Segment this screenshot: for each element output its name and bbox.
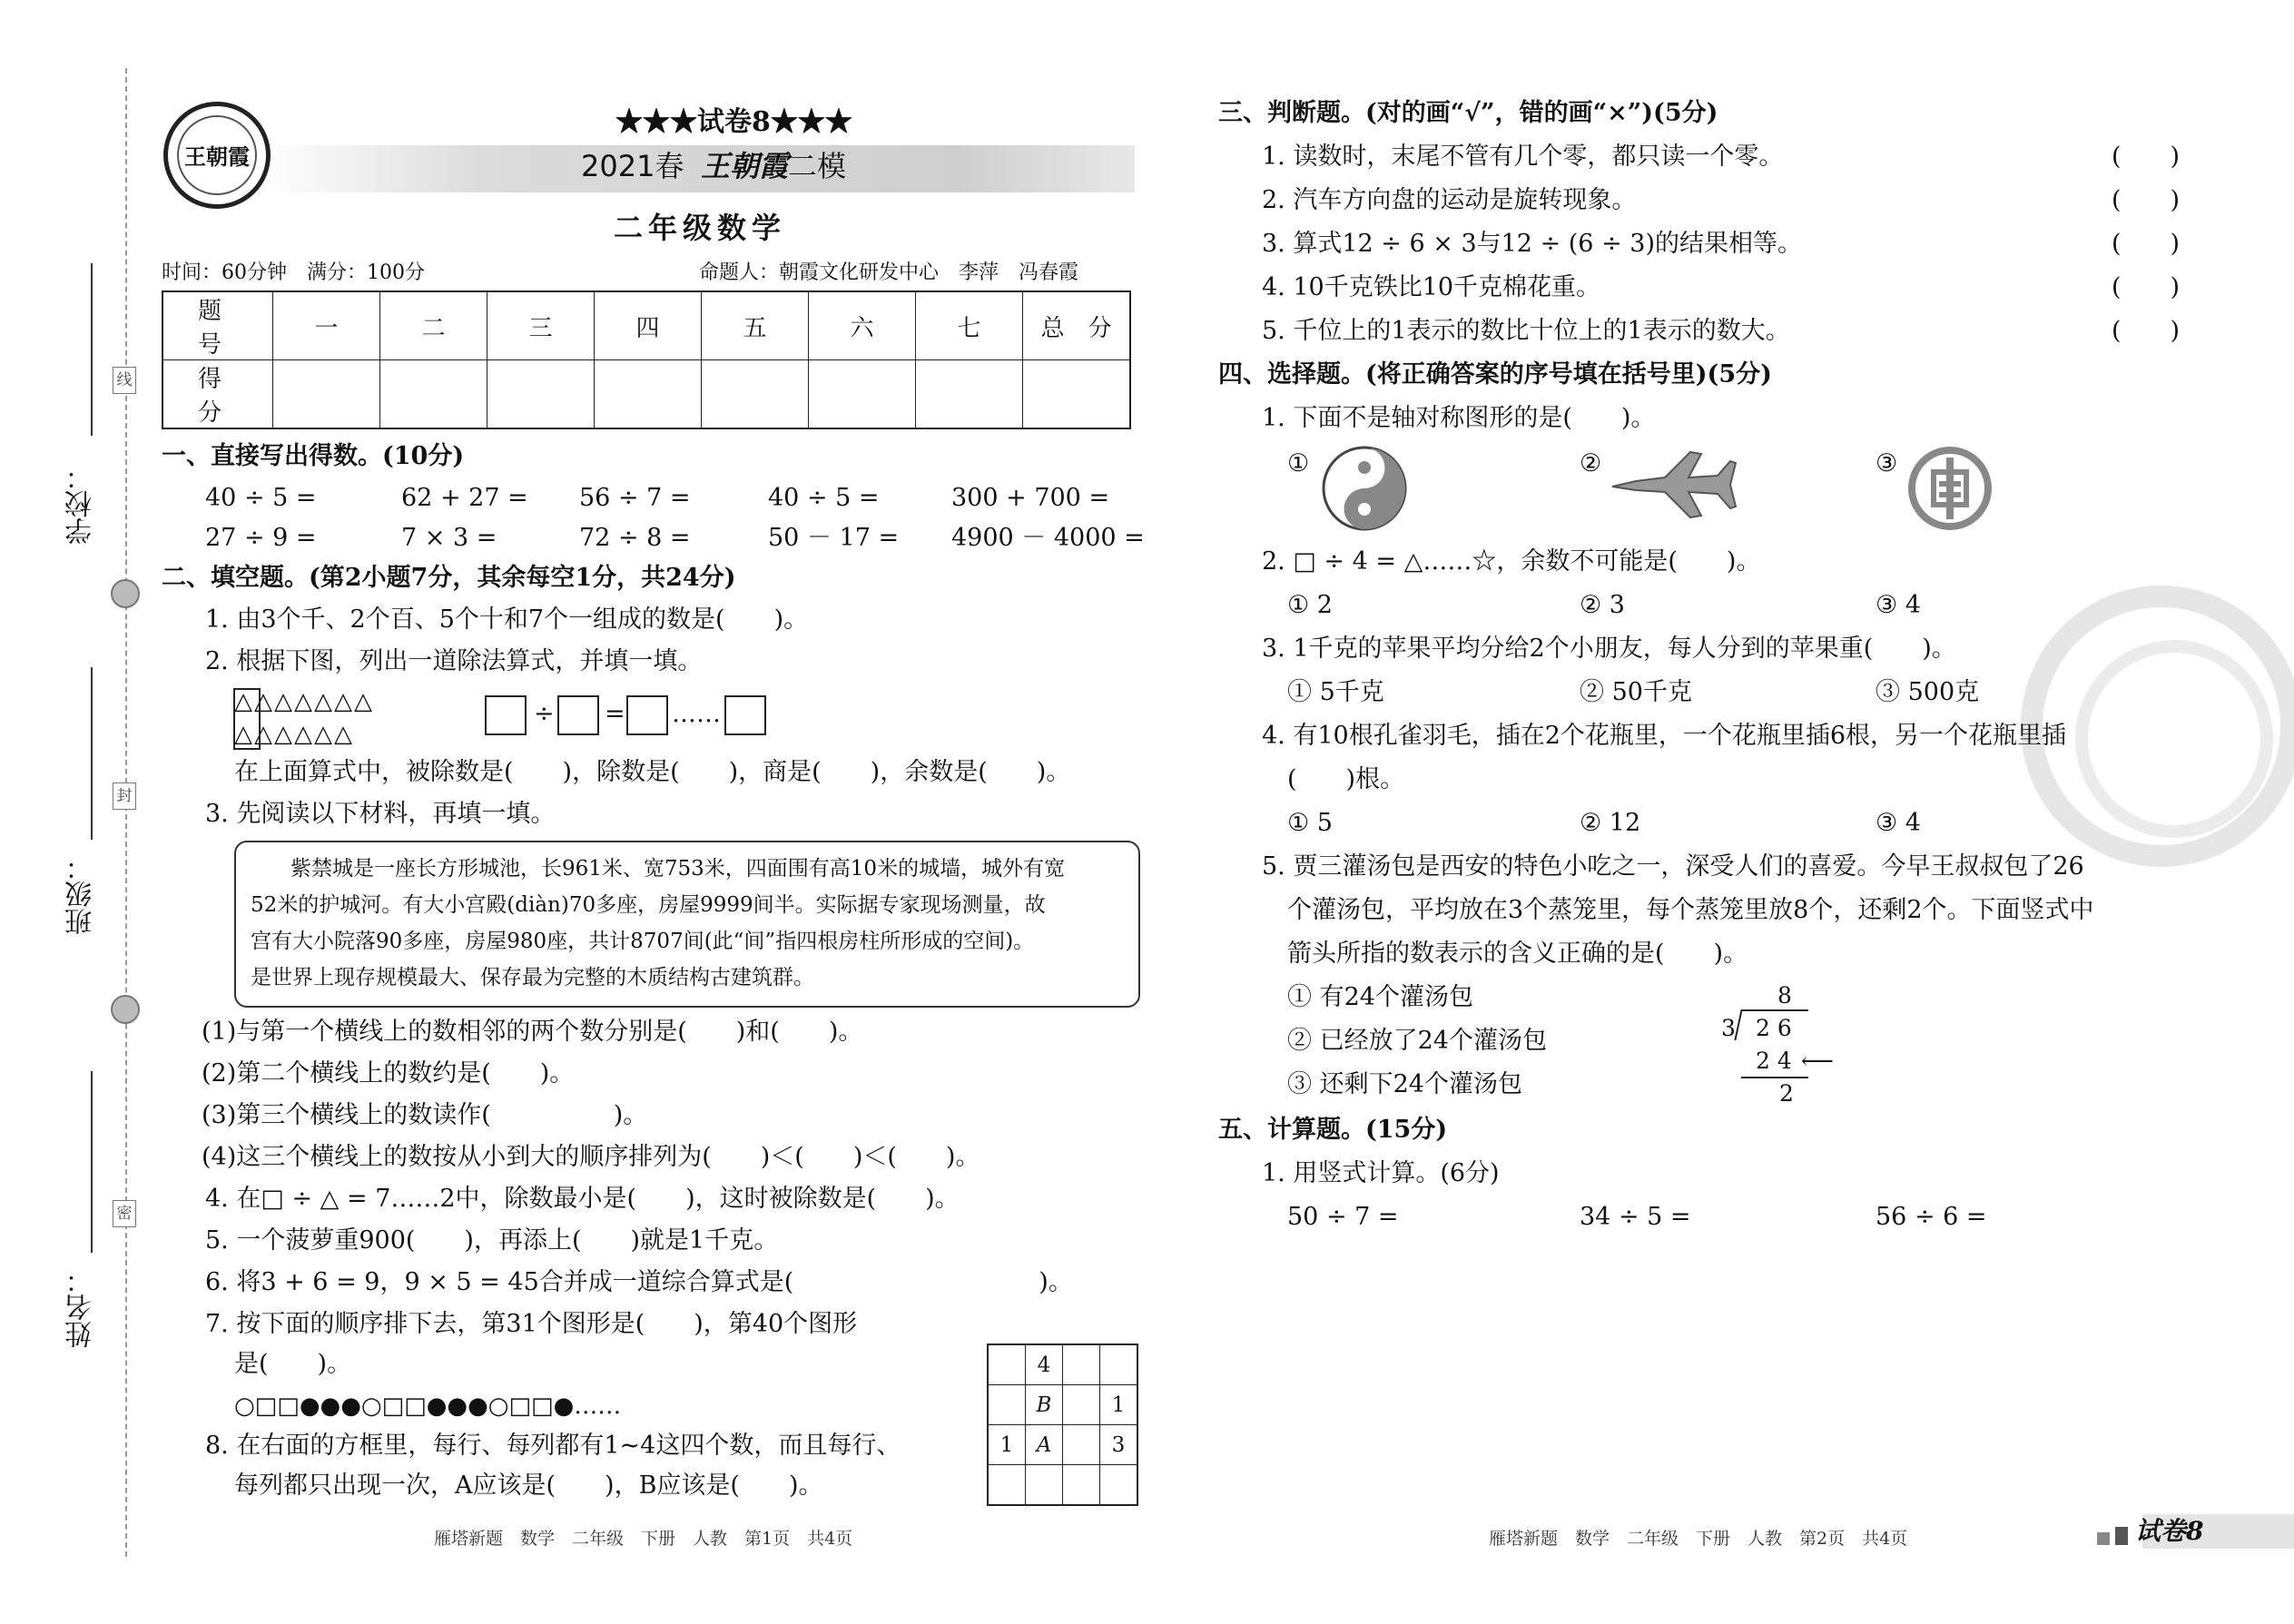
ld-dividend: 2 6 bbox=[1756, 1015, 1792, 1041]
school-label: 学校： bbox=[65, 463, 97, 545]
answer-paren[interactable]: ( ) bbox=[2112, 230, 2181, 258]
judge-item: 5. 千位上的1表示的数比十位上的1表示的数大。 bbox=[1262, 317, 1790, 345]
section5-title: 五、计算题。(15分) bbox=[1218, 1116, 1448, 1144]
score-header: 二 bbox=[380, 291, 487, 360]
calc-item: 40 ÷ 5 = bbox=[205, 484, 317, 512]
square-icon bbox=[2115, 1527, 2128, 1545]
question: 1. 由3个千、2个百、5个十和7个一组成的数是( )。 bbox=[205, 605, 809, 634]
score-cell[interactable] bbox=[595, 360, 702, 429]
judge-item: 4. 10千克铁比10千克棉花重。 bbox=[1262, 273, 1601, 301]
answer-box[interactable] bbox=[626, 695, 668, 735]
section3-title: 三、判断题。(对的画“√”，错的画“×”)(5分) bbox=[1218, 99, 1718, 127]
option-label: ① 2 bbox=[1287, 591, 1333, 619]
calc-item: 56 ÷ 6 = bbox=[1876, 1203, 1987, 1231]
ld-bar bbox=[1741, 1009, 1808, 1011]
question: 在上面算式中，被除数是( )，除数是( )，商是( )，余数是( )。 bbox=[234, 758, 1071, 786]
question: (1)与第一个横线上的数相邻的两个数分别是( )和( )。 bbox=[202, 1018, 863, 1046]
ld-divisor: 3 bbox=[1721, 1015, 1736, 1041]
ld-product: 2 4 bbox=[1756, 1048, 1792, 1074]
score-cell[interactable] bbox=[273, 360, 380, 429]
calc-item: 40 ÷ 5 = bbox=[768, 484, 880, 512]
score-header: 一 bbox=[273, 291, 380, 360]
page-title: 二年级数学 bbox=[614, 211, 787, 245]
option-label: ① 5千克 bbox=[1287, 678, 1384, 706]
option-label: ① 有24个灌汤包 bbox=[1287, 983, 1473, 1011]
school-blank[interactable] bbox=[91, 263, 93, 436]
banner-year: 2021春 bbox=[581, 149, 684, 183]
option-label: ② 已经放了24个灌汤包 bbox=[1287, 1027, 1547, 1055]
arrow-left-icon: ⟵ bbox=[1801, 1048, 1834, 1074]
class-blank[interactable] bbox=[91, 667, 93, 840]
score-cell[interactable] bbox=[809, 360, 916, 429]
remainder-sign: …… bbox=[672, 700, 721, 728]
score-header: 五 bbox=[702, 291, 809, 360]
score-cell[interactable] bbox=[702, 360, 809, 429]
calc-item: 50 ÷ 7 = bbox=[1287, 1203, 1399, 1231]
question: 3. 1千克的苹果平均分给2个小朋友，每人分到的苹果重( )。 bbox=[1262, 635, 1956, 663]
calc-item: 4900 － 4000 = bbox=[951, 524, 1145, 552]
paper-tab-label: 试卷8 bbox=[2135, 1516, 2204, 1546]
option-label: ② 3 bbox=[1580, 591, 1625, 619]
yin-yang-icon bbox=[1321, 445, 1408, 532]
series-label: ★★★试卷8★★★ bbox=[615, 106, 852, 138]
option-label: ③ 还剩下24个灌汤包 bbox=[1287, 1070, 1522, 1098]
bind-mark-secret: 密 bbox=[113, 1200, 136, 1227]
calc-item: 50 － 17 = bbox=[768, 524, 900, 552]
score-cell[interactable] bbox=[916, 360, 1023, 429]
reading-line: 是世界上现存规模最大、保存最为完整的木质结构古建筑群。 bbox=[251, 966, 814, 989]
question: 1. 用竖式计算。(6分) bbox=[1262, 1159, 1500, 1187]
question: 个灌汤包，平均放在3个蒸笼里，每个蒸笼里放8个，还剩2个。下面竖式中 bbox=[1287, 896, 2094, 924]
judge-item: 3. 算式12 ÷ 6 × 3与12 ÷ (6 ÷ 3)的结果相等。 bbox=[1262, 230, 1802, 258]
name-label: 姓名： bbox=[65, 1266, 97, 1348]
calc-item: 72 ÷ 8 = bbox=[579, 524, 691, 552]
footer-left: 雁塔新题 数学 二年级 下册 人教 第1页 共4页 bbox=[434, 1529, 853, 1549]
score-cell[interactable] bbox=[487, 360, 595, 429]
binding-hole-icon bbox=[111, 995, 140, 1024]
answer-box[interactable] bbox=[485, 695, 527, 735]
calc-item: 7 × 3 = bbox=[401, 524, 497, 552]
score-cell[interactable] bbox=[380, 360, 487, 429]
sudoku-grid: 4 B 1 1 A 3 bbox=[987, 1343, 1138, 1506]
question: 5. 一个菠萝重900( )，再添上( )就是1千克。 bbox=[205, 1226, 779, 1255]
answer-paren[interactable]: ( ) bbox=[2112, 317, 2181, 345]
judge-item: 1. 读数时，末尾不管有几个零，都只读一个零。 bbox=[1262, 143, 1784, 171]
question: 5. 贾三灌汤包是西安的特色小吃之一，深受人们的喜爱。今早王叔叔包了26 bbox=[1262, 852, 2084, 881]
question: (3)第三个横线上的数读作( )。 bbox=[202, 1101, 648, 1129]
banner-brand: 王朝霞 bbox=[701, 149, 789, 183]
division-sign: ÷ bbox=[534, 700, 555, 728]
calc-item: 56 ÷ 7 = bbox=[579, 484, 691, 512]
calc-item: 62 + 27 = bbox=[401, 484, 528, 512]
title-banner bbox=[263, 145, 1135, 192]
score-header: 六 bbox=[809, 291, 916, 360]
answer-box[interactable] bbox=[557, 695, 599, 735]
bind-mark-seal: 封 bbox=[113, 782, 136, 810]
question: 2. □ ÷ 4 = △……☆，余数不可能是( )。 bbox=[1262, 547, 1761, 576]
section2-title: 二、填空题。(第2小题7分，其余每空1分，共24分) bbox=[162, 564, 736, 592]
score-row-label: 得 分 bbox=[162, 360, 273, 429]
reading-material bbox=[234, 841, 1140, 1008]
reading-line: 紫禁城是一座长方形城池，长961米、宽753米，四面围有高10米的城墙，城外有宽 bbox=[290, 857, 1066, 881]
footer-right: 雁塔新题 数学 二年级 下册 人教 第2页 共4页 bbox=[1489, 1529, 1908, 1549]
reading-line: 52米的护城河。有大小宫殿(diàn)70多座，房屋9999间半。实际据专家现场测量，故 bbox=[251, 893, 1046, 917]
answer-paren[interactable]: ( ) bbox=[2112, 186, 2181, 214]
question: 每列都只出现一次，A应该是( )，B应该是( )。 bbox=[234, 1471, 823, 1500]
jet-plane-icon bbox=[1610, 448, 1738, 523]
group-bracket bbox=[233, 688, 261, 750]
question: 6. 将3 + 6 = 9，9 × 5 = 45合并成一道综合算式是( )。 bbox=[205, 1268, 1073, 1296]
binding-hole-icon bbox=[111, 579, 140, 608]
option-label: ③ 500克 bbox=[1876, 678, 1980, 706]
option-label: ② bbox=[1580, 449, 1602, 477]
option-label: ③ bbox=[1876, 449, 1898, 477]
option-label: ② 12 bbox=[1580, 809, 1641, 837]
answer-paren[interactable]: ( ) bbox=[2112, 143, 2181, 171]
question: 7. 按下面的顺序排下去，第31个图形是( )，第40个图形 bbox=[205, 1310, 858, 1338]
answer-box[interactable] bbox=[724, 695, 766, 735]
bind-mark-line: 线 bbox=[113, 367, 136, 394]
judge-item: 2. 汽车方向盘的运动是旋转现象。 bbox=[1262, 186, 1637, 214]
square-icon bbox=[2097, 1532, 2110, 1545]
brand-logo: 王朝霞 bbox=[163, 102, 271, 209]
fold-line bbox=[125, 68, 127, 1557]
ld-bar bbox=[1741, 1077, 1808, 1078]
question: 4. 有10根孔雀羽毛，插在2个花瓶里，一个花瓶里插6根，另一个花瓶里插 bbox=[1262, 722, 2067, 750]
reading-line: 宫有大小院落90多座，房屋980座，共计8707间(此“间”指四根房柱所形成的空间)。 bbox=[251, 930, 1035, 953]
ld-quotient: 8 bbox=[1777, 982, 1792, 1009]
calc-item: 27 ÷ 9 = bbox=[205, 524, 317, 552]
option-label: ② 50千克 bbox=[1580, 678, 1692, 706]
question: 1. 下面不是轴对称图形的是( )。 bbox=[1262, 404, 1656, 432]
exam-time: 时间：60分钟 满分：100分 bbox=[162, 261, 425, 284]
question: (4)这三个横线上的数按从小到大的顺序排列为( )＜( )＜( )。 bbox=[202, 1143, 980, 1171]
score-table bbox=[162, 290, 1131, 429]
score-header: 总 分 bbox=[1023, 291, 1131, 360]
option-label: ① 5 bbox=[1287, 809, 1333, 837]
score-header: 三 bbox=[487, 291, 595, 360]
triangle-row: △△△△△△ bbox=[234, 721, 354, 748]
question: 是( )。 bbox=[234, 1350, 352, 1378]
score-header: 四 bbox=[595, 291, 702, 360]
exam-authors: 命题人：朝霞文化研发中心 李萍 冯春霞 bbox=[699, 261, 1079, 284]
option-label: ③ 4 bbox=[1876, 809, 1921, 837]
section4-title: 四、选择题。(将正确答案的序号填在括号里)(5分) bbox=[1218, 360, 1772, 389]
option-label: ③ 4 bbox=[1876, 591, 1921, 619]
score-header: 题 号 bbox=[162, 291, 273, 360]
name-blank[interactable] bbox=[91, 1071, 93, 1253]
question: 8. 在右面的方框里，每行、每列都有1~4这四个数，而且每行、 bbox=[205, 1432, 901, 1460]
question: 3. 先阅读以下材料，再填一填。 bbox=[205, 800, 556, 828]
answer-paren[interactable]: ( ) bbox=[2112, 273, 2181, 301]
triangle-row: △△△△△△△ bbox=[234, 688, 374, 715]
calc-item: 34 ÷ 5 = bbox=[1580, 1203, 1691, 1231]
banner-mock: 二模 bbox=[788, 149, 847, 183]
class-label: 班级： bbox=[65, 853, 97, 935]
ld-remainder: 2 bbox=[1779, 1080, 1794, 1107]
section1-title: 一、直接写出得数。(10分) bbox=[162, 442, 465, 470]
shape-sequence: ○□□●●●○□□●●●○□□●…… bbox=[234, 1393, 622, 1420]
bank-logo-icon bbox=[1906, 445, 1994, 532]
question: ( )根。 bbox=[1287, 765, 1405, 793]
option-label: ① bbox=[1287, 449, 1310, 477]
question: 2. 根据下图，列出一道除法算式，并填一填。 bbox=[205, 647, 703, 675]
score-header: 七 bbox=[916, 291, 1023, 360]
question: 箭头所指的数表示的含义正确的是( )。 bbox=[1287, 940, 1748, 968]
score-cell[interactable] bbox=[1023, 360, 1131, 429]
ld-bracket bbox=[1734, 1009, 1749, 1040]
question: 4. 在□ ÷ △ = 7……2中，除数最小是( )，这时被除数是( )。 bbox=[205, 1185, 960, 1213]
equals-sign: = bbox=[605, 700, 625, 728]
question: (2)第二个横线上的数约是( )。 bbox=[202, 1059, 575, 1088]
calc-item: 300 + 700 = bbox=[951, 484, 1110, 512]
